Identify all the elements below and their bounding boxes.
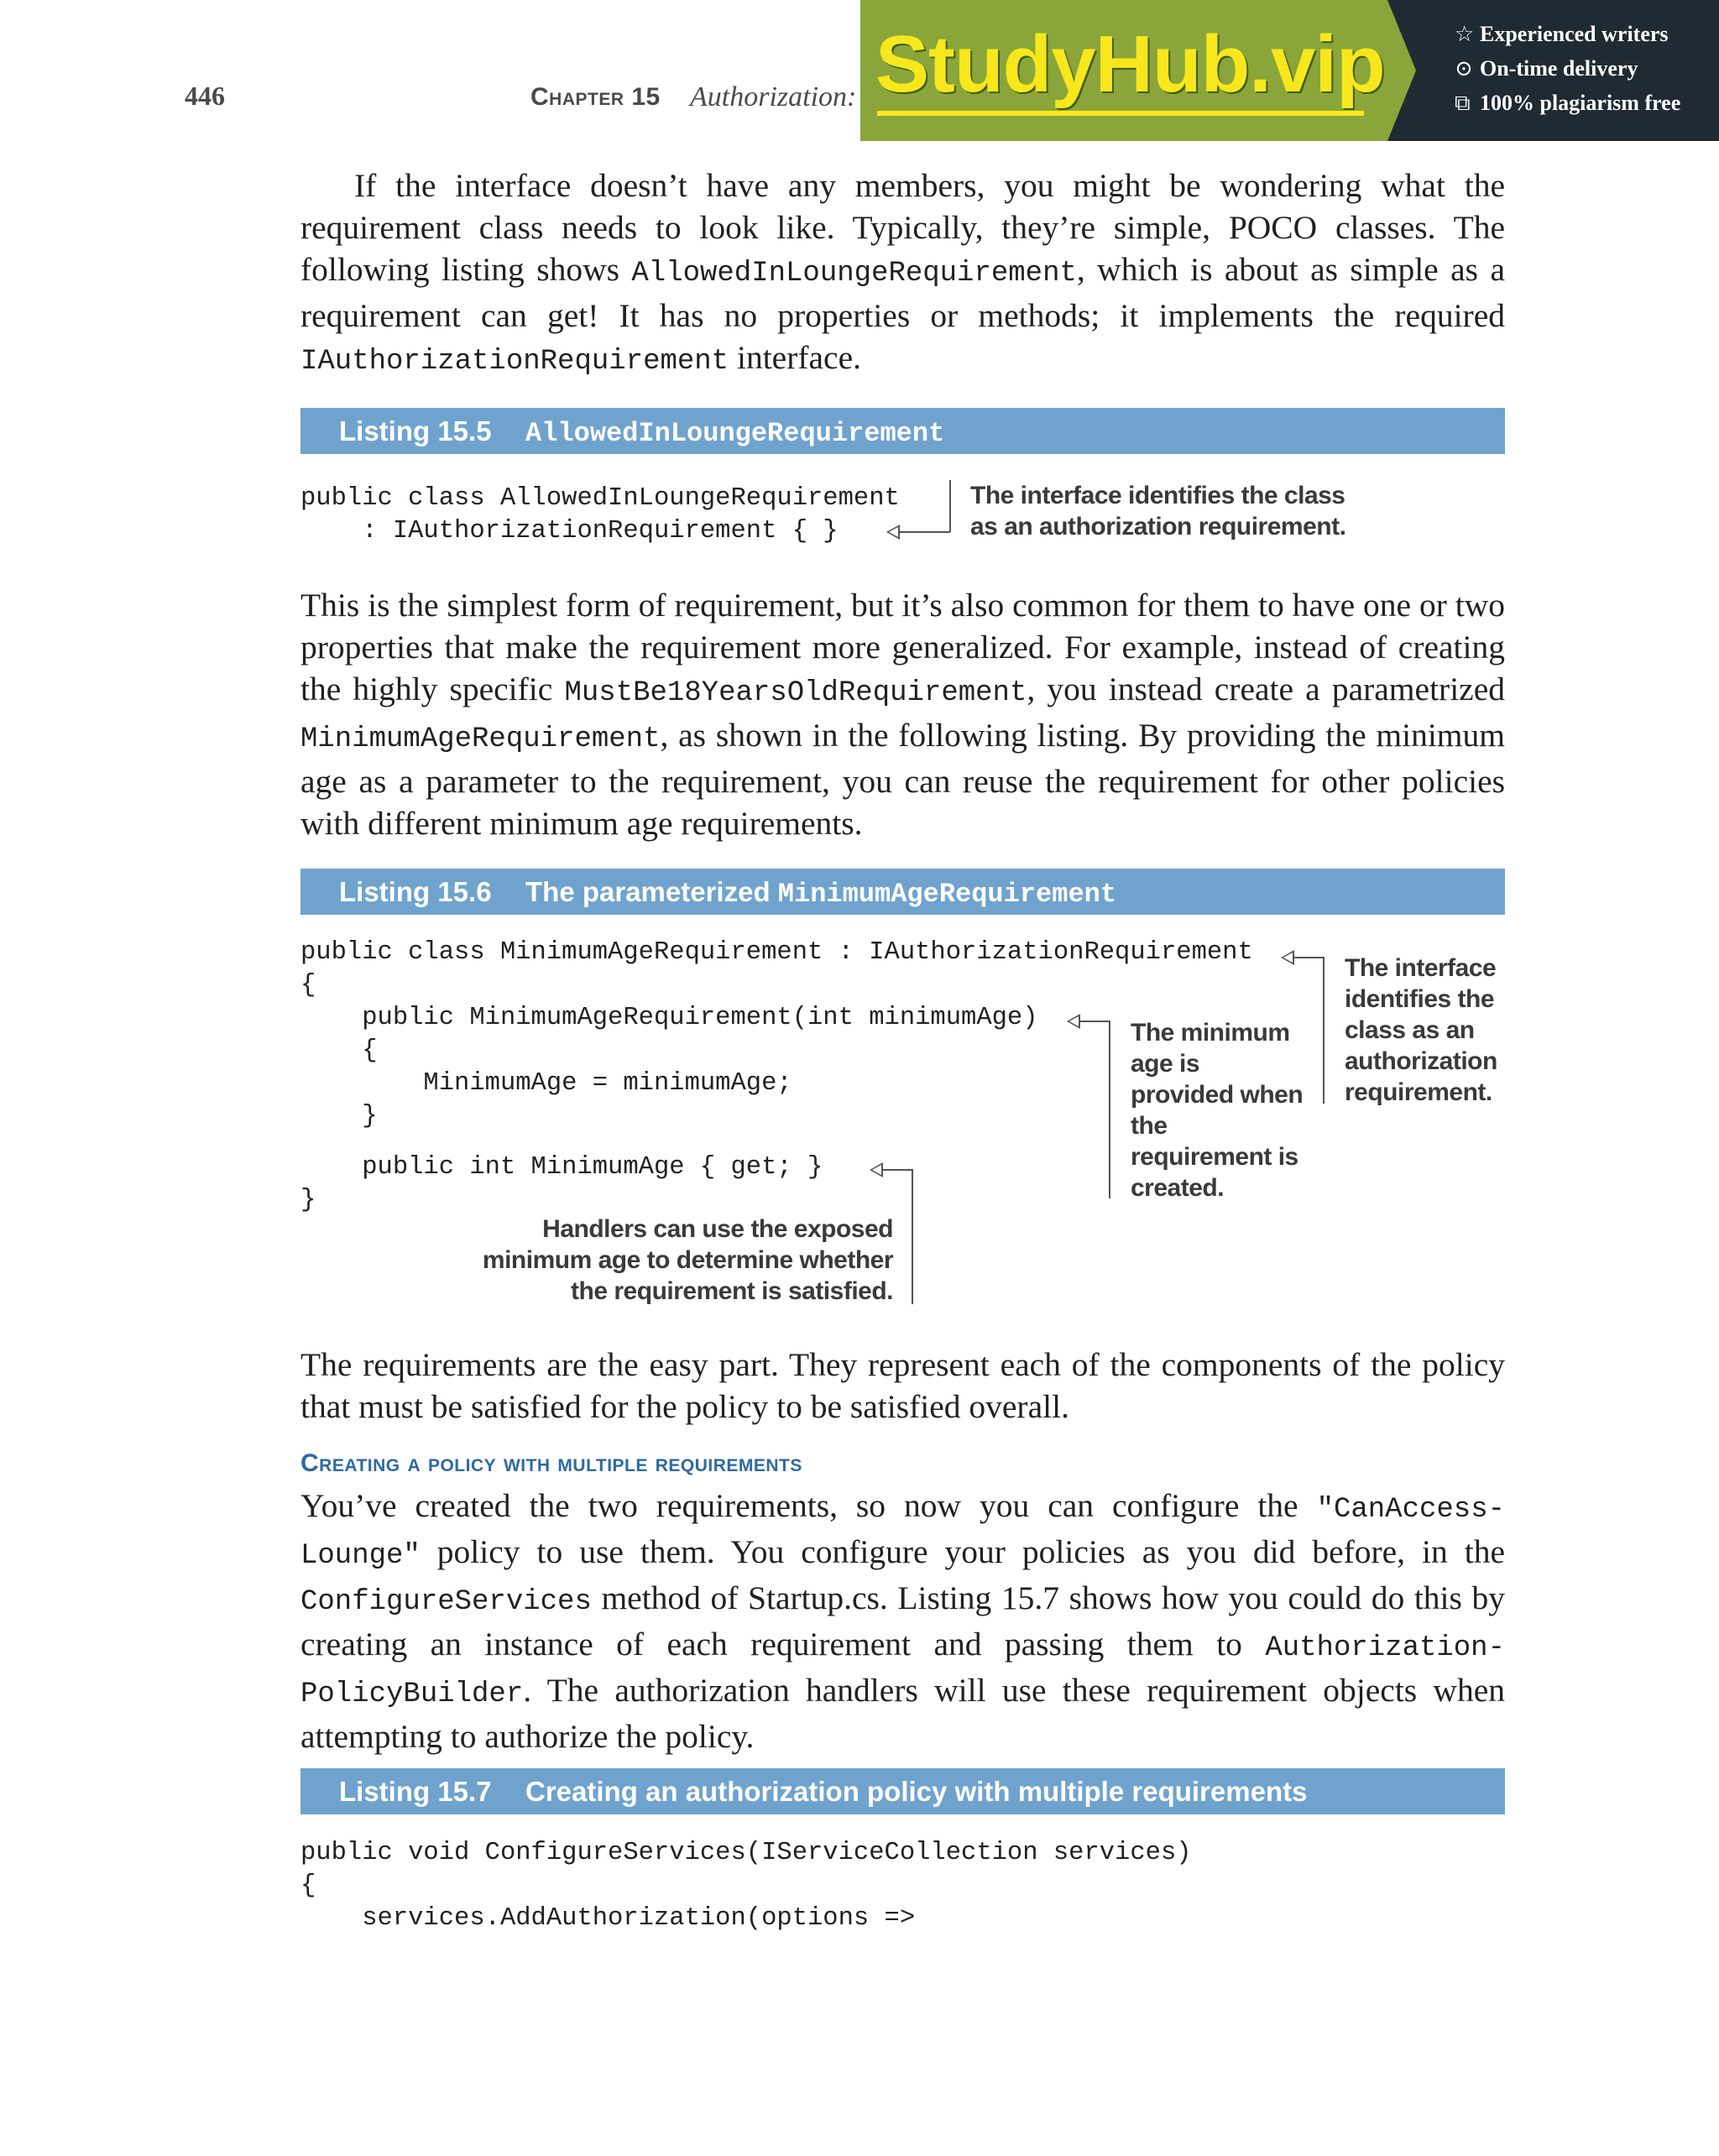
chapter-title: Authorization: xyxy=(690,81,857,112)
listing-title-code: MinimumAgeRequirement xyxy=(777,879,1117,910)
inline-code: Authorization-PolicyBuilder xyxy=(300,1632,1505,1710)
listing-15-6-header xyxy=(300,869,1505,915)
feature-on-time-delivery xyxy=(1455,56,1638,81)
callout-arrow-icon xyxy=(870,1162,883,1177)
inline-code: AllowedInLoungeRequirement xyxy=(631,258,1077,290)
brand-logo-text: StudyHub.vip xyxy=(875,19,1385,109)
paragraph-generalized xyxy=(300,584,1505,844)
paragraph-requirements-easy: The requirements are the easy part. They represent each of the components of the policy that must be satisfied for the policy to be satisfied overall. xyxy=(300,1346,1505,1425)
listing-number: Listing 15.7 xyxy=(339,1776,492,1807)
text: . The authorization handlers will use these requirement objects when attempting to authorize the policy. xyxy=(300,1672,1505,1755)
banner-arrow-shape xyxy=(1387,0,1416,141)
feature-text: 100% plagiarism free xyxy=(1480,91,1681,115)
listing-number: Listing 15.5 xyxy=(339,415,492,446)
listing-number: Listing 15.6 xyxy=(339,876,492,907)
callout-arrow-icon xyxy=(1067,1014,1080,1029)
listing-title-text: The parameterized xyxy=(525,876,778,907)
feature-text: On-time delivery xyxy=(1480,56,1638,81)
listing-15-7-header xyxy=(300,1768,1505,1814)
star-icon: ☆ xyxy=(1455,22,1475,46)
text: , as shown in the following listing. By providing the minimum age as a parameter to the requirement, you can reuse the requirement for other policies with different minimum age requirements. xyxy=(300,717,1505,842)
listing-15-7-code-line-1: public void ConfigureServices(IServiceCollection services) xyxy=(300,1839,1192,1867)
listing-15-6-code-line-9: } xyxy=(300,1186,316,1214)
inline-code: "CanAccess-Lounge" xyxy=(300,1494,1505,1572)
callout-line xyxy=(912,1169,913,1304)
listing-15-6-code-line-2: { xyxy=(300,971,316,1000)
inline-code: MinimumAgeRequirement xyxy=(300,723,661,755)
listing-15-5-code-line-1: public class AllowedInLoungeRequirement xyxy=(300,484,900,513)
chapter-label xyxy=(530,83,661,112)
paragraph-intro xyxy=(300,164,1505,383)
listing-15-7-code-line-3: services.AddAuthorization(options => xyxy=(300,1904,916,1933)
feature-plagiarism-free xyxy=(1455,91,1680,117)
text: , you instead create a parametrized xyxy=(1027,671,1505,707)
page-number: 446 xyxy=(185,81,225,111)
callout-arrow-icon xyxy=(1281,950,1294,965)
chapter-label-text: Chapter 15 xyxy=(530,83,661,111)
listing-title: Creating an authorization policy with multiple requirements xyxy=(525,1776,1308,1807)
text: This is the simplest form of requirement, but it’s also common for them to have one or two properties that make the requirement more generalized. For example, instead of creating the highly specific xyxy=(300,587,1505,707)
callout-line xyxy=(1323,957,1325,1104)
listing-15-6-code-line-8: public int MinimumAge { get; } xyxy=(300,1153,823,1182)
listing-15-6-code-line-4: { xyxy=(300,1036,378,1065)
listing-15-6-code-line-5: MinimumAge = minimumAge; xyxy=(300,1069,792,1098)
listing-15-5-code-line-2: : IAuthorizationRequirement { } xyxy=(300,517,839,546)
text: If the interface doesn’t have any members, you might be wondering what the requirement class needs to look like. Typically, they’re simple, POCO classes. The following listing shows xyxy=(300,167,1505,288)
inline-code: MustBe18YearsOldRequirement xyxy=(564,677,1027,709)
listing-15-6-code-line-6: } xyxy=(300,1102,378,1130)
inline-code: IAuthorizationRequirement xyxy=(300,346,729,378)
callout-line xyxy=(949,480,951,532)
listing-15-6-code-line-3: public MinimumAgeRequirement(int minimumAge) xyxy=(300,1004,1038,1032)
text: , which is about as simple as a requirement can get! It has no properties or methods; it implements the required xyxy=(300,251,1505,334)
text: You’ve created the two requirements, so now you can configure the xyxy=(300,1487,1317,1524)
text: interface. xyxy=(729,339,861,376)
banner-brand-area xyxy=(860,0,1387,141)
listing-title xyxy=(525,408,944,457)
studyhub-banner[interactable] xyxy=(860,0,1719,141)
feature-text: Experienced writers xyxy=(1480,22,1669,46)
callout-line xyxy=(1109,1021,1110,1198)
listing-15-6-code-line-1: public class MinimumAgeRequirement : IAuthorizationRequirement xyxy=(300,938,1253,967)
text: policy to use them. You configure your policies as you did before, in the xyxy=(420,1533,1505,1570)
brand-underline xyxy=(877,111,1364,116)
listing-title-code: AllowedInLoungeRequirement xyxy=(525,418,945,449)
annotation-handlers: Handlers can use the exposed minimum age to determine whether the requirement is satisfied. xyxy=(482,1215,893,1305)
callout-arrow-icon xyxy=(886,525,900,540)
feature-experienced-writers xyxy=(1455,22,1669,47)
inline-code: ConfigureServices xyxy=(300,1586,592,1618)
listing-15-5-header xyxy=(300,408,1505,454)
annotation-minimum-age: The minimum age is provided when the requirement is created. xyxy=(1131,1019,1304,1202)
listing-15-7-code-line-2: { xyxy=(300,1871,316,1900)
paragraph-configure-policy xyxy=(300,1485,1505,1757)
copy-icon: ⧉ xyxy=(1455,91,1471,115)
text: method of Startup.cs. Listing 15.7 shows how you could do this by creating an instance of each requirement and passing them to xyxy=(300,1579,1505,1663)
section-heading: Creating a policy with multiple requirements xyxy=(300,1449,802,1477)
annotation-interface-2: The interface identifies the class as an authorization requirement. xyxy=(1345,954,1497,1106)
listing-title xyxy=(525,869,1116,917)
annotation-interface-1: The interface identifies the class as an authorization requirement. xyxy=(970,482,1346,540)
callout-line xyxy=(891,531,950,533)
banner-features-panel xyxy=(1387,0,1719,141)
clock-icon: ⊙ xyxy=(1455,56,1473,81)
